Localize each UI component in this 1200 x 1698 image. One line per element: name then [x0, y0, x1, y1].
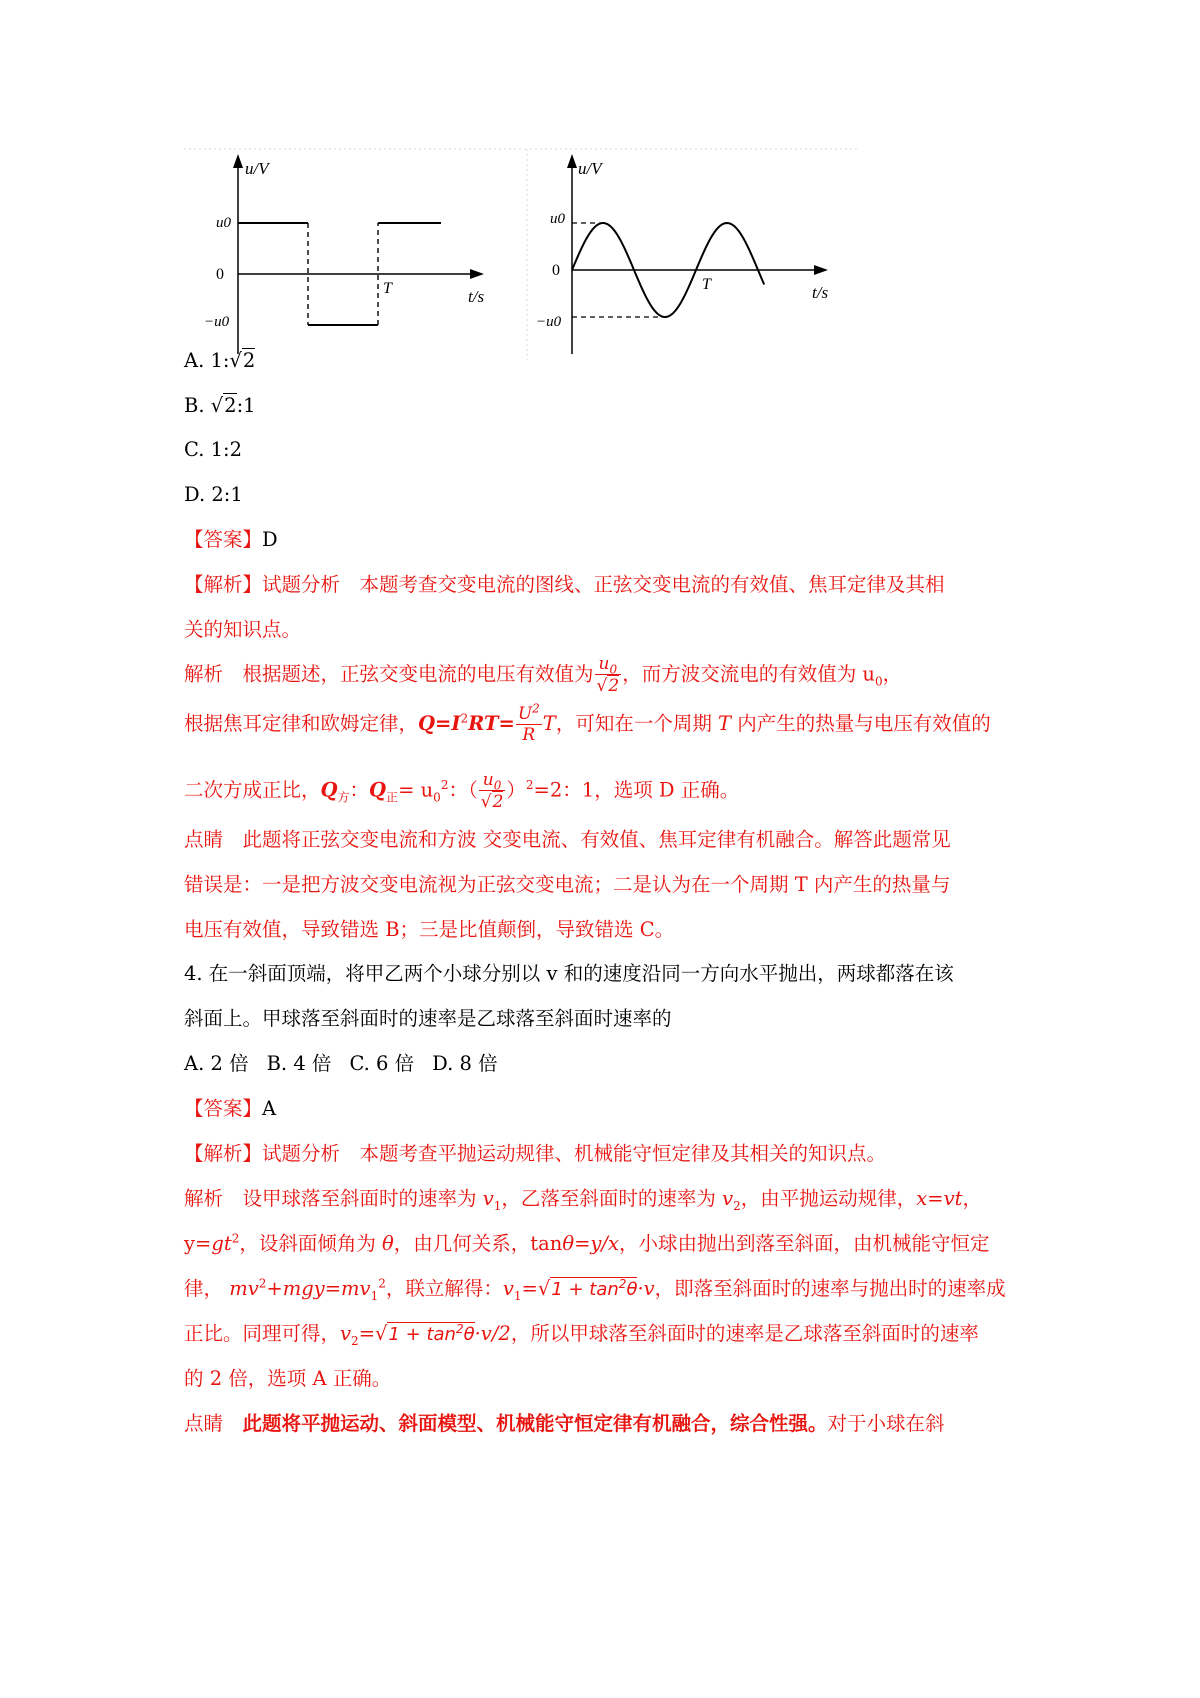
- sol-text: 根据焦耳定律和欧姆定律，: [184, 712, 419, 735]
- frac-num-sub: 0: [493, 778, 502, 793]
- sub: 1: [513, 1288, 522, 1303]
- sol-text: ，设斜面倾角为: [239, 1232, 383, 1255]
- q4-analysis-line-1: [184, 1142, 886, 1166]
- y-axis-label: u/V: [578, 159, 602, 178]
- option-d: D. 2:1: [184, 483, 243, 506]
- sol-text: ，: [882, 662, 903, 686]
- q3-solution-line-2: [184, 701, 991, 745]
- q4-solution-line-2: [184, 1232, 990, 1256]
- sol-text: ，乙落至斜面时的速率为: [501, 1187, 723, 1210]
- option-b-label: B.: [184, 394, 205, 417]
- sol-text: =2：1，选项 D 正确。: [533, 778, 740, 802]
- y-axis-arrow: [233, 154, 243, 168]
- q3-analysis-line-2: 关的知识点。: [184, 618, 302, 641]
- eq: =: [521, 1277, 538, 1300]
- answer-value: A: [262, 1097, 277, 1120]
- sqrt-expression: [550, 1277, 637, 1302]
- answer-tag: 【答案】: [184, 1097, 263, 1120]
- dot-v-half: ·v/2: [474, 1322, 511, 1345]
- eq: =: [358, 1322, 376, 1345]
- sol-text: ，由平抛运动规律，: [740, 1187, 917, 1210]
- frac-den: R: [522, 725, 536, 745]
- neg-amplitude-tick-label: −u0: [536, 314, 562, 330]
- sup: 2: [460, 711, 469, 726]
- theta: θ: [562, 1232, 575, 1255]
- neg-amplitude-tick-label: −u0: [204, 314, 230, 330]
- sub: 2: [351, 1333, 359, 1348]
- frac-den: 2: [492, 792, 504, 812]
- sol-text: y=: [184, 1232, 212, 1255]
- frac-num: u: [598, 654, 610, 674]
- mv: mv: [229, 1277, 259, 1300]
- sub-zheng: 正: [386, 790, 399, 805]
- sol-text: ，而方波交流电的有效值为 u: [622, 662, 875, 686]
- analysis-text: 试题分析 本题考查交变电流的图线、正弦交变电流的有效值、焦耳定律及其相: [262, 573, 945, 596]
- mgy: +mgy=mv: [266, 1277, 371, 1300]
- sub: 0: [433, 790, 441, 805]
- frac-num: u: [482, 770, 494, 790]
- q-fang: Q: [320, 778, 338, 802]
- option-a: A. 2 倍: [184, 1052, 249, 1075]
- frac-num: U: [517, 704, 533, 724]
- option-d: D. 8 倍: [432, 1052, 498, 1075]
- amplitude-tick-label: u0: [550, 211, 565, 227]
- sub: 2: [733, 1198, 741, 1213]
- q4-stem-line-2: 斜面上。甲球落至斜面时的速率是乙球落至斜面时速率的: [184, 1007, 672, 1030]
- option-b-sqrt: 2: [224, 394, 237, 417]
- q3-comment-line-3: 电压有效值，导致错选 B；三是比值颠倒，导致错选 C。: [184, 918, 675, 941]
- option-a-label: A. 1:: [184, 349, 230, 372]
- q3-comment-line-1: 点睛 此题将正弦交变电流和方波 交变电流、有效值、焦耳定律有机融合。解答此题常见: [184, 828, 951, 851]
- formula-rt: RT=: [468, 712, 515, 735]
- x-axis-label: t/s: [812, 283, 829, 302]
- q4-solution-line-5: 的 2 倍，选项 A 正确。: [184, 1367, 392, 1390]
- analysis-text: 试题分析 本题考查平抛运动规律、机械能守恒定律及其相关的知识点。: [262, 1142, 887, 1165]
- formula-q: Q=I: [418, 712, 461, 735]
- sol-text: ，: [962, 1187, 982, 1210]
- sqrt-body: 1 + tan: [551, 1279, 619, 1300]
- q4-answer: [184, 1097, 276, 1121]
- sqrt-expression: [387, 1322, 474, 1347]
- q-zheng: Q: [369, 778, 387, 802]
- sub: 0: [874, 674, 883, 689]
- option-b: B. 4 倍: [266, 1052, 332, 1075]
- x-axis-label: t/s: [468, 287, 485, 306]
- sol-text: 内产生的热量与电压有效值的: [731, 712, 991, 735]
- sol-text: ，联立解得：: [385, 1277, 503, 1300]
- fraction-u0-sqrt2: $\frac{u_0}{√2}$: [596, 654, 620, 696]
- period-tick-label: T: [702, 276, 711, 293]
- figure-square-wave: [184, 148, 528, 360]
- sol-text: ，所以甲球落至斜面时的速率是乙球落至斜面时的速率: [510, 1322, 979, 1345]
- comment-bold: 此题将平抛运动、斜面模型、机械能守恒定律有机融合，综合性强。: [242, 1412, 828, 1435]
- figure-sine-wave: [530, 148, 860, 360]
- q4-solution-line-4: 正比。同理可得，$v_2=√1 + \tan^2\theta\cdot v/2$，所以甲球落至斜面时的速率是乙球落至斜面时的速率: [184, 1322, 979, 1348]
- option-a-sqrt: 2: [242, 349, 256, 372]
- fraction-u2-r: [516, 701, 542, 745]
- v2: v: [722, 1187, 734, 1210]
- sub: 1: [370, 1288, 379, 1303]
- q3-solution-line-1: [184, 654, 902, 696]
- gt: gt: [211, 1232, 232, 1255]
- dot-v: ·v: [637, 1277, 655, 1300]
- q3-comment-line-2: 错误是：一是把方波交变电流视为正弦交变电流；二是认为在一个周期 T 内产生的热量与: [184, 873, 951, 896]
- zero-tick-label: 0: [216, 266, 224, 283]
- sub: 1: [493, 1198, 502, 1213]
- q4-options: [184, 1052, 498, 1076]
- frac-den: 2: [608, 676, 620, 696]
- sup: 2: [455, 1322, 464, 1336]
- sup: 2: [618, 1277, 627, 1291]
- option-b: B. √2:1: [184, 394, 256, 417]
- sup: 2: [525, 778, 534, 792]
- sol-text: ，由几何关系，tan: [393, 1232, 563, 1255]
- period-t: T: [718, 712, 732, 735]
- sup: 2: [378, 1276, 386, 1291]
- comment-tail: 对于小球在斜: [827, 1412, 945, 1435]
- period-tick-label: T: [383, 280, 392, 297]
- answer-tag: 【答案】: [184, 528, 263, 551]
- sol-text: ，小球由抛出到落至斜面，由机械能守恒定: [619, 1232, 990, 1255]
- option-a: A. 1:√2: [184, 349, 256, 372]
- sol-text: 二次方成正比，: [184, 778, 321, 802]
- y-axis-label: u/V: [245, 159, 269, 178]
- q4-solution-line-3: 律， $mv^2+mgy=mv_1^2$，联立解得：$v_1=√1 + \tan^2\theta\cdot v$，即落至斜面时的速率与抛出时的速率成: [184, 1276, 1006, 1303]
- v1: v: [502, 1277, 514, 1300]
- y-axis-arrow: [567, 154, 577, 168]
- analysis-tag: 【解析】: [184, 1142, 263, 1165]
- sup: 2: [231, 1231, 240, 1246]
- q4-comment-line-1: [184, 1412, 945, 1436]
- sol-text: ，可知在一个周期: [555, 712, 719, 735]
- sup: 2: [532, 701, 540, 716]
- x-eq: x=vt: [916, 1187, 963, 1210]
- v2: v: [340, 1322, 352, 1345]
- q3-answer: [184, 528, 278, 552]
- frac-num-sub: 0: [609, 662, 618, 677]
- sup: 2: [440, 778, 449, 792]
- ratio: =y/x: [574, 1232, 619, 1255]
- sol-text: 正比。同理可得，: [184, 1322, 341, 1345]
- theta: θ: [382, 1232, 394, 1255]
- sup: 2: [258, 1276, 267, 1291]
- sol-text: ：（: [448, 778, 478, 802]
- sol-text: 律，: [184, 1277, 224, 1300]
- option-b-tail: :1: [236, 394, 256, 417]
- q4-stem-line-1: 4. 在一斜面顶端，将甲乙两个小球分别以 v 和的速度沿同一方向水平抛出，两球都落在该: [184, 962, 954, 985]
- answer-value: D: [262, 528, 278, 551]
- q3-analysis-line-1: [184, 573, 945, 597]
- option-c: C. 6 倍: [349, 1052, 415, 1075]
- v1: v: [482, 1187, 494, 1210]
- q3-solution-line-3: [184, 770, 739, 812]
- comment-tag: 点睛: [184, 1412, 243, 1435]
- sqrt-theta: θ: [463, 1324, 475, 1345]
- sol-text: = u: [398, 778, 434, 802]
- sub-fang: 方: [337, 790, 350, 805]
- q4-solution-line-1: [184, 1187, 982, 1211]
- colon: ：: [349, 778, 370, 802]
- sol-text: ，即落至斜面时的速率与抛出时的速率成: [654, 1277, 1006, 1300]
- analysis-tag: 【解析】: [184, 573, 263, 596]
- option-c: C. 1:2: [184, 438, 243, 461]
- formula-t: T: [542, 712, 556, 735]
- zero-tick-label: 0: [552, 262, 560, 279]
- sqrt-body: 1 + tan: [388, 1324, 456, 1345]
- fraction-u0-sqrt2: $\frac{u_0}{√2}$: [480, 770, 504, 812]
- amplitude-tick-label: u0: [216, 215, 231, 231]
- x-axis-arrow: [470, 269, 484, 279]
- sol-text: 解析 设甲球落至斜面时的速率为: [184, 1187, 483, 1210]
- x-axis-arrow: [814, 265, 828, 275]
- sol-text: ）: [506, 778, 526, 802]
- sol-text: 解析 根据题述，正弦交变电流的电压有效值为: [184, 662, 594, 686]
- sqrt-theta: θ: [626, 1279, 638, 1300]
